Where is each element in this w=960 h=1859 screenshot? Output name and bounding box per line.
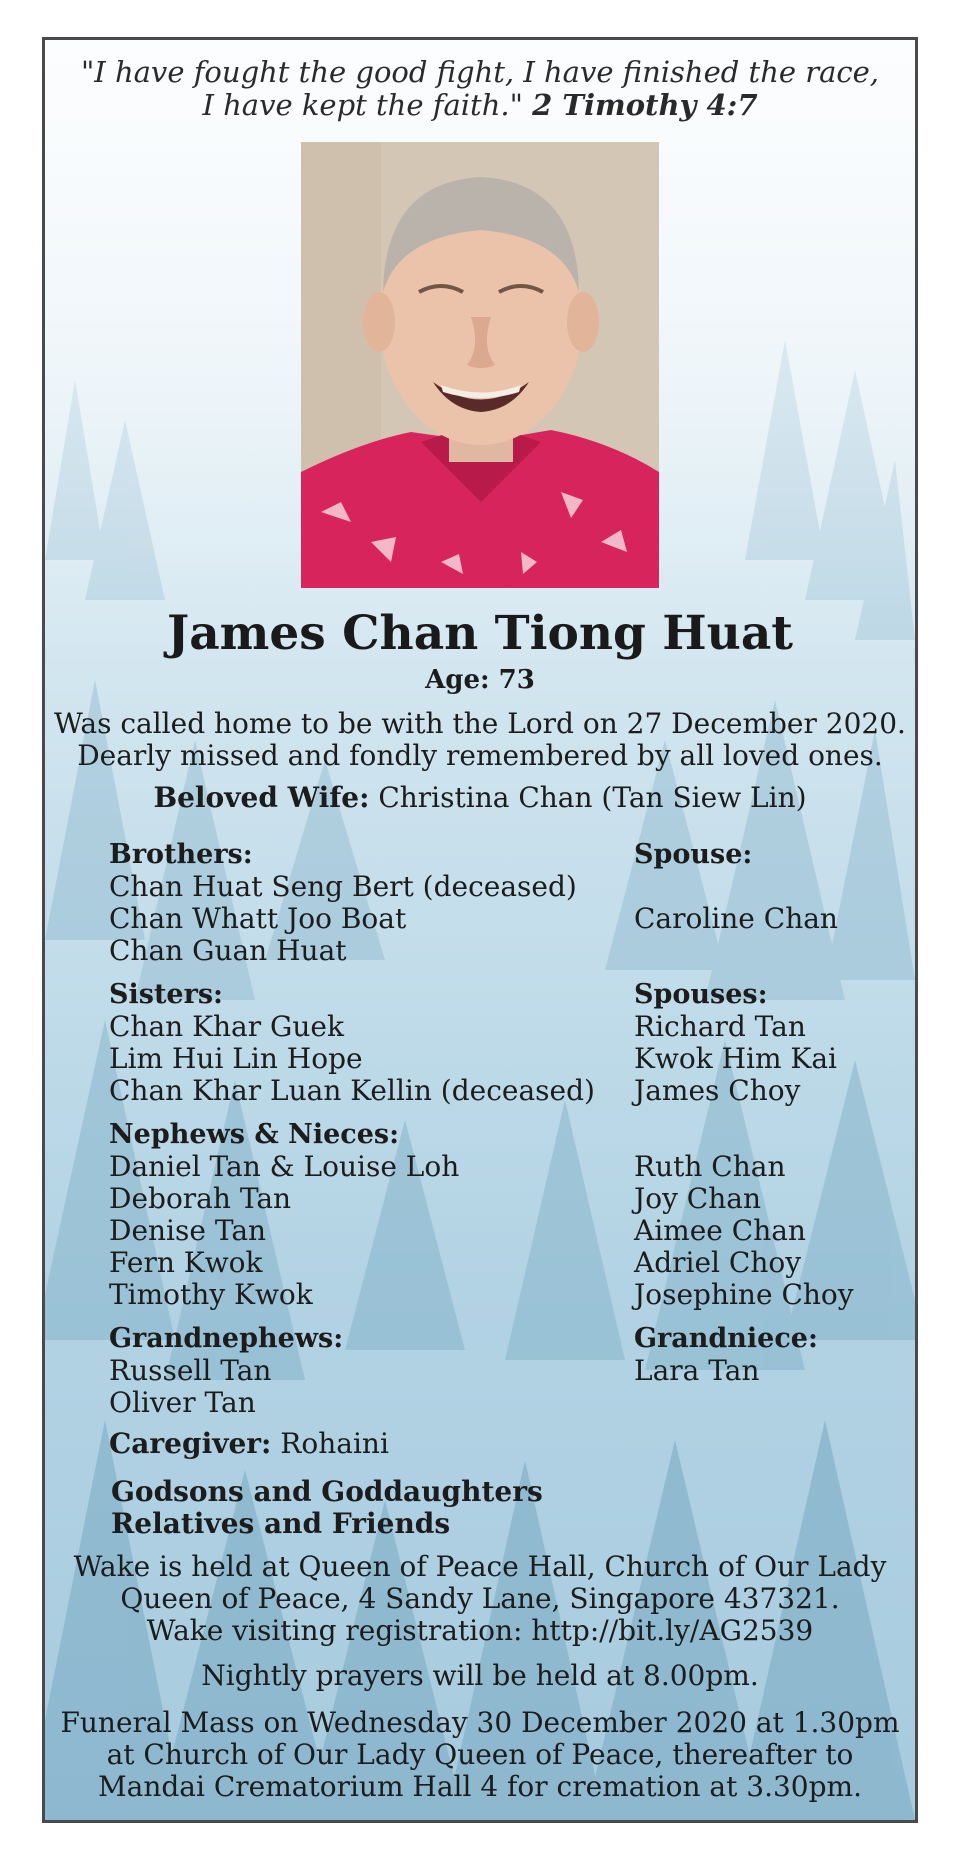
grandniece-label: Grandniece: — [634, 1323, 818, 1354]
age-label: Age: 73 — [425, 665, 535, 695]
wake-registration-line: Wake visiting registration: http://bit.ly/AG2539 — [146, 1614, 814, 1647]
nephew-niece-name: Josephine Choy — [634, 1278, 854, 1311]
called-home-line: Was called home to be with the Lord on 27 December 2020. — [54, 707, 906, 740]
sisters-label: Sisters: — [109, 979, 223, 1010]
deceased-name: James Chan Tiong Huat — [166, 606, 794, 661]
grandchildren-group — [45, 1323, 915, 1419]
portrait-photo — [301, 142, 659, 588]
brother-name: Chan Guan Huat — [109, 934, 347, 967]
sisters-spouse-label: Spouses: — [634, 979, 768, 1010]
funeral-line: Mandai Crematorium Hall 4 for cremation at 3.30pm. — [97, 1770, 862, 1803]
brothers-group — [45, 839, 915, 967]
brother-name: Chan Whatt Joo Boat — [109, 902, 407, 935]
bible-quote — [45, 56, 915, 122]
grandnephews-label: Grandnephews: — [109, 1323, 344, 1354]
beloved-wife — [45, 782, 915, 814]
nephews-label: Nephews & Nieces: — [109, 1119, 400, 1150]
nephew-niece-name: Adriel Choy — [634, 1246, 802, 1279]
other-mourners — [111, 1476, 543, 1540]
caregiver — [109, 1428, 389, 1460]
remembered-line: Dearly missed and fondly remembered by all loved ones. — [77, 739, 883, 772]
family-list — [45, 839, 915, 1419]
nightly-prayers: Nightly prayers will be held at 8.00pm. — [201, 1659, 759, 1692]
nephew-niece-name: Fern Kwok — [109, 1246, 263, 1279]
sisters-group — [45, 979, 915, 1107]
funeral-line: at Church of Our Lady Queen of Peace, thereafter to — [106, 1738, 854, 1771]
nephew-niece-name: Denise Tan — [109, 1214, 267, 1247]
quote-line-1: "I have fought the good fight, I have finished the race, — [80, 55, 880, 89]
wake-details — [45, 1551, 915, 1647]
godchildren-line: Godsons and Goddaughters — [111, 1475, 543, 1508]
sister-spouse: James Choy — [634, 1074, 801, 1107]
brother-spouse — [634, 871, 838, 903]
nephew-niece-name: Joy Chan — [634, 1182, 761, 1215]
funeral-line: Funeral Mass on Wednesday 30 December 2020 at 1.30pm — [60, 1706, 900, 1739]
quote-reference: 2 Timothy 4:7 — [532, 88, 758, 122]
sister-name: Chan Khar Guek — [109, 1010, 344, 1043]
wake-line: Queen of Peace, 4 Sandy Lane, Singapore 437321. — [120, 1582, 840, 1615]
funeral-details — [45, 1707, 915, 1803]
brothers-spouse-label: Spouse: — [634, 839, 753, 870]
wake-line: Wake is held at Queen of Peace Hall, Church of Our Lady — [73, 1550, 887, 1583]
obituary-card — [42, 37, 918, 1823]
grandniece-name: Lara Tan — [634, 1354, 760, 1387]
grandnephew-name: Russell Tan — [109, 1354, 272, 1387]
nephews-nieces-group — [45, 1119, 915, 1311]
nephew-niece-name: Deborah Tan — [109, 1182, 292, 1215]
relatives-line: Relatives and Friends — [111, 1507, 451, 1540]
quote-line-2: I have kept the faith." — [202, 88, 523, 122]
nephew-niece-name: Ruth Chan — [634, 1150, 786, 1183]
brother-spouse: Caroline Chan — [634, 902, 838, 935]
sister-name: Chan Khar Luan Kellin (deceased) — [109, 1074, 595, 1107]
sister-name: Lim Hui Lin Hope — [109, 1042, 363, 1075]
brother-name: Chan Huat Seng Bert (deceased) — [109, 870, 577, 903]
grandnephew-name: Oliver Tan — [109, 1386, 256, 1419]
nephew-niece-name: Aimee Chan — [634, 1214, 806, 1247]
caregiver-name: Rohaini — [280, 1427, 389, 1460]
sister-spouse: Richard Tan — [634, 1010, 806, 1043]
wife-label: Beloved Wife: — [153, 781, 370, 814]
sister-spouse: Kwok Him Kai — [634, 1042, 837, 1075]
wife-name: Christina Chan (Tan Siew Lin) — [378, 781, 807, 814]
nephew-niece-name: Daniel Tan & Louise Loh — [109, 1150, 460, 1183]
nephew-niece-name: Timothy Kwok — [109, 1278, 313, 1311]
brothers-label: Brothers: — [109, 839, 253, 870]
caregiver-label: Caregiver: — [109, 1427, 272, 1460]
